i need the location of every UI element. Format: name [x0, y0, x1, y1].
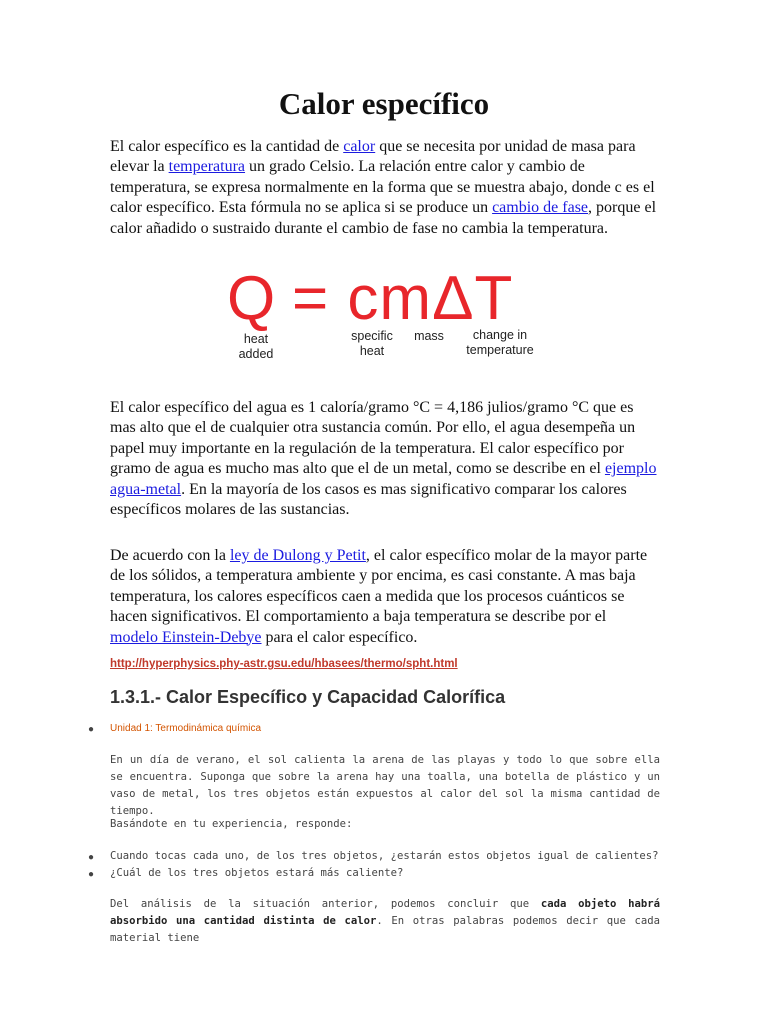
label-line: heat — [359, 344, 385, 358]
text-run: . En otras palabras podemos decir que cada material tiene — [110, 915, 660, 944]
ejemplo-agua-metal-link[interactable]: ejemplo agua-metal — [110, 460, 657, 498]
prompt-text: Basándote en tu experiencia, responde: — [110, 818, 353, 830]
page-title: Calor específico — [278, 86, 490, 121]
water-paragraph — [110, 398, 658, 520]
cambio-de-fase-link[interactable]: cambio de fase — [492, 199, 589, 217]
scenario-paragraph: En un día de verano, el sol calienta la arena de las playas y todo lo que sobre ella se encuentra. Suponga que sobre la arena hay una toalla, una botella de plástico y un vaso de metal, los tres objetos están expuestos al calor del sol la misma cantidad de tiempo. — [110, 754, 660, 817]
dulong-petit-paragraph — [110, 546, 658, 648]
heat-formula-image — [222, 264, 552, 370]
label-line: temperature — [466, 343, 534, 357]
bullet-icon: ● — [88, 869, 95, 880]
bullet-icon: ● — [88, 724, 95, 735]
unit-label: Unidad 1: Termodinámica química — [110, 723, 262, 734]
bold-text: cada objeto habrá absorbido una cantidad distinta de calor — [110, 898, 660, 927]
text-run: El calor específico del agua es 1 caloría/gramo °C = 4,186 julios/gramo °C que es mas alto que el de cualquier otra sustancia común. Por ello, el agua desempeña un papel muy importante en la regulación de la temperatura. El calor específico por gramo de agua es mucho mas alto que el de un metal, como se describe en el — [110, 399, 636, 478]
modelo-einstein-debye-link[interactable]: modelo Einstein-Debye — [110, 628, 262, 646]
question-item: Cuando tocas cada uno, de los tres objetos, ¿estarán estos objetos igual de calientes? — [110, 850, 659, 862]
bullet-icon: ● — [88, 852, 95, 863]
intro-paragraph — [110, 137, 658, 239]
label-line: change in — [472, 328, 528, 342]
formula-q: Q — [227, 264, 276, 333]
question-item: ¿Cuál de los tres objetos estará más caliente? — [110, 867, 404, 879]
label-specific-heat — [344, 329, 400, 359]
text-run: El calor específico es la cantidad de — [110, 138, 344, 155]
text-run: para el calor específico. — [261, 628, 418, 646]
section-heading: 1.3.1.- Calor Específico y Capacidad Calorífica — [110, 687, 506, 707]
formula-rhs: = cmΔT — [292, 264, 514, 333]
temperatura-link[interactable]: temperatura — [168, 158, 246, 176]
text-run: Del análisis de la situación anterior, podemos concluir que — [110, 898, 541, 910]
text-run: De acuerdo con la — [110, 547, 230, 564]
source-url-link[interactable]: http://hyperphysics.phy-astr.gsu.edu/hbasees/thermo/spht.html — [110, 658, 458, 670]
calor-link[interactable]: calor — [343, 138, 376, 155]
label-mass: mass — [414, 329, 444, 343]
text-run: un grado Celsio. La relación entre calor y cambio de temperatura, se expresa normalmente en la forma que se muestra abajo, donde c es el calor específico. Esta fórmula no se aplica si se produce un — [110, 158, 655, 217]
label-line: specific — [351, 329, 393, 343]
text-run: . En la mayoría de los casos es mas significativo comparar los calores específicos molares de las sustancias. — [110, 480, 627, 519]
ley-dulong-petit-link[interactable]: ley de Dulong y Petit — [229, 547, 366, 564]
text-run: que se necesita por unidad de masa para elevar la — [110, 138, 636, 176]
conclusion-paragraph — [110, 896, 660, 947]
label-change-temperature — [458, 328, 542, 358]
label-heat-added — [226, 332, 286, 362]
text-run: , el calor específico molar de la mayor parte de los sólidos, a temperatura ambiente y por encima, es casi constante. A mas baja temperatura, los calores específicos caen a medida que los procesos cuánticos se hacen significativos. El comportamiento a baja temperatura se describe por el — [110, 547, 648, 626]
text-run: , porque el calor añadido o sustraido durante el cambio de fase no cambia la temperatura. — [110, 199, 657, 237]
label-line: added — [238, 347, 274, 361]
label-line: heat — [243, 332, 269, 346]
